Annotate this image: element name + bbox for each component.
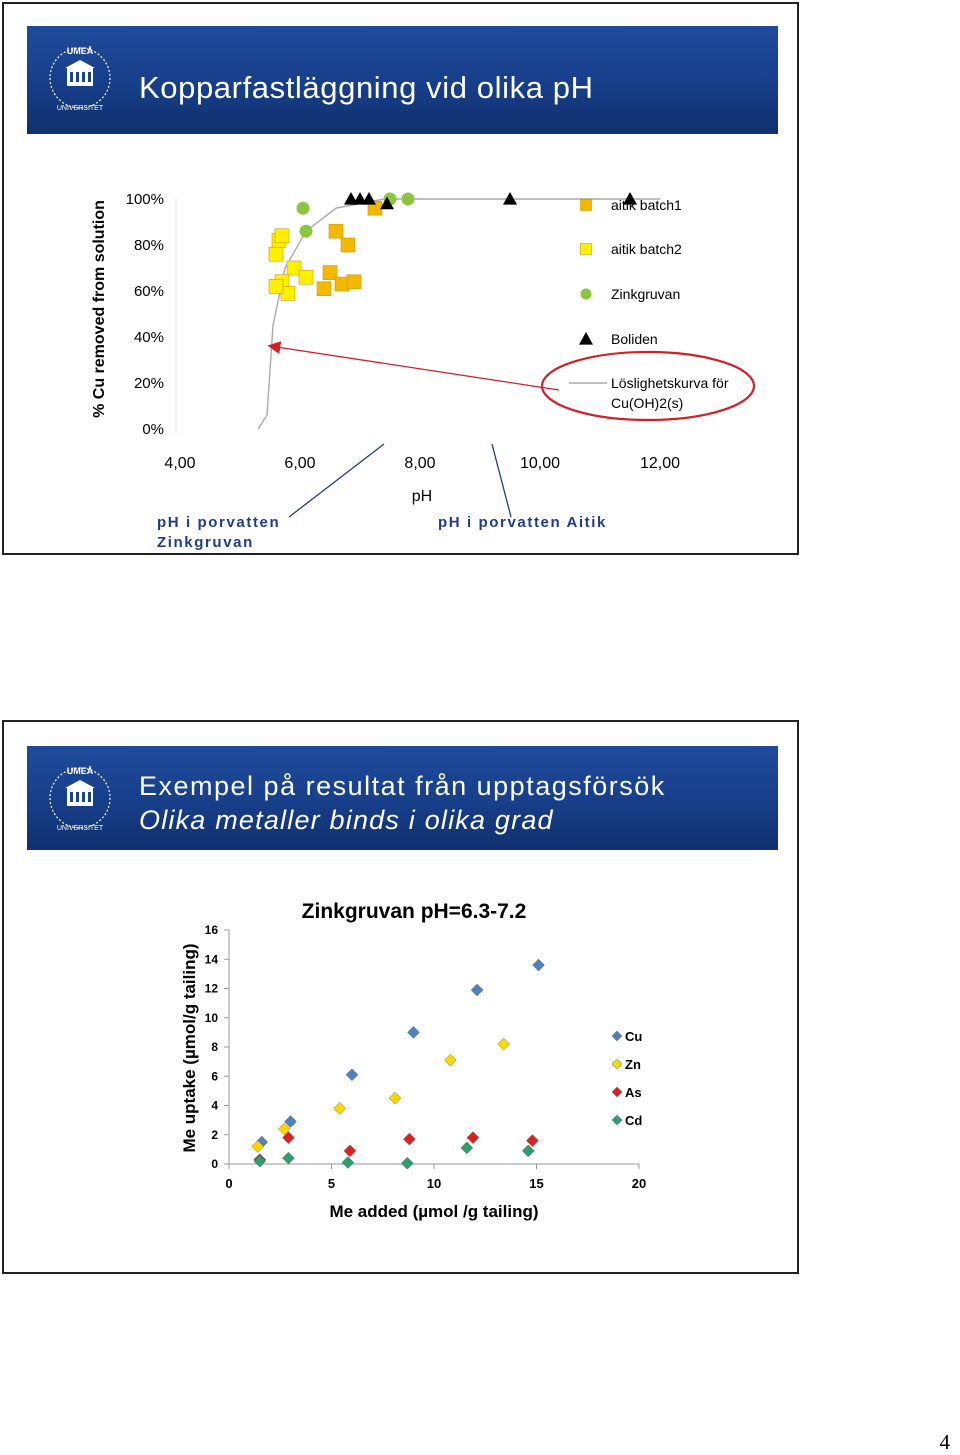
- legend-label-solubility-1: Löslighetskurva för: [611, 375, 729, 391]
- legend-label-as: As: [625, 1085, 642, 1100]
- legend-label-cd: Cd: [625, 1113, 643, 1128]
- as-point: [403, 1133, 415, 1145]
- y-tick-label: 0: [211, 1157, 218, 1171]
- y-tick-label: 60%: [133, 283, 164, 300]
- svg-text:UMEÅ: UMEÅ: [66, 46, 94, 56]
- slide-title: Kopparfastläggning vid olika pH: [139, 70, 594, 105]
- x-tick-label: 10: [426, 1176, 442, 1191]
- legend-marker-as: [612, 1087, 622, 1097]
- x-tick-label: 0: [225, 1176, 233, 1191]
- arrow-to-curve: [270, 346, 559, 390]
- legend-marker-boliden: [579, 332, 593, 345]
- x-tick-label: 20: [631, 1176, 647, 1191]
- slide-2: [2, 720, 799, 1274]
- cd-point: [401, 1157, 413, 1169]
- y-tick-label: 4: [211, 1098, 218, 1113]
- y-tick-label: 40%: [133, 329, 164, 346]
- slide-subtitle: Olika metaller binds i olika grad: [139, 805, 554, 835]
- legend-label-boliden: Boliden: [611, 331, 658, 347]
- legend-label-zn: Zn: [625, 1057, 641, 1072]
- y-tick-label: 14: [204, 952, 218, 967]
- x-tick-label: 8,00: [404, 455, 436, 472]
- aitik-batch2-point: [275, 229, 289, 243]
- zinkgruvan-point: [402, 193, 415, 206]
- aitik-batch1-point: [329, 224, 343, 238]
- aitik-batch2-point: [269, 247, 283, 261]
- x-tick-label: 6,00: [284, 455, 316, 472]
- page-number: 4: [939, 1430, 950, 1454]
- y-tick-label: 12: [204, 981, 218, 996]
- slide-1: [2, 2, 799, 555]
- aitik-batch2-point: [269, 279, 283, 293]
- cu-point: [346, 1069, 358, 1081]
- x-tick-label: 12,00: [639, 455, 681, 472]
- as-point: [467, 1132, 479, 1144]
- legend-label-cu: Cu: [625, 1029, 643, 1044]
- aitik-batch1-point: [317, 282, 331, 296]
- annotation-zinkgruvan-line2: Zinkgruvan: [157, 534, 254, 551]
- y-tick-label: 0%: [142, 421, 164, 438]
- svg-text:UMEÅ: UMEÅ: [66, 766, 94, 776]
- y-tick-label: 8: [211, 1040, 218, 1054]
- legend-marker-zinkgruvan: [581, 289, 592, 300]
- x-axis-title: pH: [411, 488, 433, 505]
- zn-point: [444, 1054, 456, 1066]
- legend-marker-zn: [612, 1059, 622, 1069]
- legend-marker-aitik-batch1: [581, 200, 592, 211]
- metal-uptake-chart: [4, 722, 799, 1274]
- boliden-point: [362, 192, 376, 205]
- zn-point: [389, 1092, 401, 1104]
- y-tick-label: 10: [204, 1010, 218, 1025]
- aitik-batch1-point: [341, 238, 355, 252]
- zinkgruvan-point: [297, 202, 310, 215]
- annotation-aitik: pH i porvatten Aitik: [438, 514, 607, 531]
- y-tick-label: 20%: [133, 375, 164, 392]
- legend-marker-cd: [612, 1115, 622, 1125]
- annotation-zinkgruvan-line1: pH i porvatten: [157, 514, 281, 531]
- cu-point: [408, 1026, 420, 1038]
- cd-point: [254, 1155, 266, 1167]
- y-tick-label: 16: [204, 923, 218, 937]
- svg-text:UNIVERSITET: UNIVERSITET: [56, 825, 104, 832]
- legend-label-solubility-2: Cu(OH)2(s): [611, 395, 684, 411]
- legend-label-zinkgruvan: Zinkgruvan: [611, 286, 681, 302]
- x-tick-label: 4,00: [164, 455, 196, 472]
- x-tick-label: 15: [529, 1176, 544, 1191]
- cd-point: [342, 1157, 354, 1169]
- cu-point: [533, 959, 545, 971]
- x-tick-label: 10,00: [519, 455, 561, 472]
- y-tick-label: 80%: [133, 237, 164, 254]
- y-axis-title: Me uptake (µmol/g tailing): [180, 943, 199, 1153]
- slide-title: Exempel på resultat från upptagsförsök: [139, 771, 666, 801]
- y-tick-label: 6: [211, 1069, 218, 1084]
- legend-marker-aitik-batch2: [581, 244, 592, 255]
- y-tick-label: 100%: [125, 191, 164, 208]
- aitik-batch1-point: [347, 275, 361, 289]
- legend-label-aitik-batch1: aitik batch1: [611, 197, 682, 213]
- as-point: [344, 1145, 356, 1157]
- zn-point: [334, 1102, 346, 1114]
- y-axis-title: % Cu removed from solution: [91, 200, 108, 418]
- cd-point: [282, 1152, 294, 1164]
- cu-removal-chart: [4, 4, 799, 555]
- cd-point: [461, 1142, 473, 1154]
- cu-point: [471, 984, 483, 996]
- legend-label-aitik-batch2: aitik batch2: [611, 241, 682, 257]
- aitik-batch2-point: [299, 270, 313, 284]
- x-axis-title: Me added (µmol /g tailing): [329, 1202, 539, 1221]
- svg-text:UNIVERSITET: UNIVERSITET: [56, 105, 104, 112]
- y-tick-label: 2: [211, 1127, 218, 1142]
- legend-marker-cu: [612, 1031, 622, 1041]
- arrow-aitik-ph: [492, 444, 511, 517]
- solubility-curve-line: [258, 199, 660, 429]
- chart-title: Zinkgruvan pH=6.3-7.2: [301, 900, 527, 923]
- zinkgruvan-point: [300, 225, 313, 238]
- x-tick-label: 5: [327, 1176, 336, 1191]
- zn-point: [498, 1038, 510, 1050]
